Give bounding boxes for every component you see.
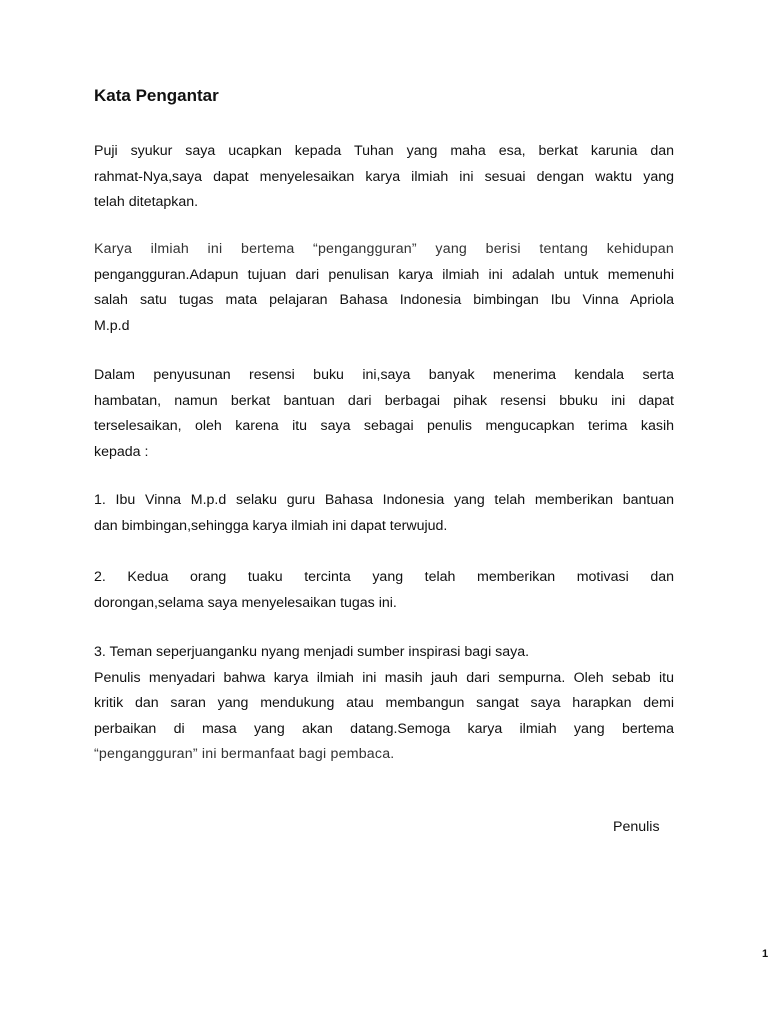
paragraph-line: dan bimbingan,sehingga karya ilmiah ini dapat terwujud.: [94, 517, 448, 534]
paragraph-line: “pengangguran” ini bermanfaat bagi pembaca.: [94, 746, 395, 762]
paragraph-line: terselesaikan, oleh karena itu saya sebagai penulis mengucapkan terima kasih: [94, 418, 674, 434]
page-number: 1: [762, 948, 768, 960]
paragraph-line: salah satu tugas mata pelajaran Bahasa Indonesia bimbingan Ibu Vinna Apriola: [94, 292, 674, 308]
paragraph-theme: [94, 237, 674, 339]
list-item-2: [94, 565, 674, 616]
paragraph-line: dorongan,selama saya menyelesaikan tugas ini.: [94, 594, 397, 611]
paragraph-line: kritik dan saran yang mendukung atau membangun sangat saya harapkan demi: [94, 695, 674, 711]
paragraph-line: Puji syukur saya ucapkan kepada Tuhan yang maha esa, berkat karunia dan: [94, 143, 674, 159]
paragraph-line: perbaikan di masa yang akan datang.Semoga karya ilmiah yang bertema: [94, 720, 674, 737]
paragraph-line: telah ditetapkan.: [94, 194, 199, 210]
document-title: Kata Pengantar: [94, 86, 219, 105]
paragraph-line: kepada :: [94, 443, 149, 460]
signature: Penulis: [613, 819, 660, 835]
paragraph-line: rahmat-Nya,saya dapat menyelesaikan karya ilmiah ini sesuai dengan waktu yang: [94, 168, 674, 185]
list-item-3-and-closing: [94, 640, 674, 768]
paragraph-line: 3. Teman seperjuanganku nyang menjadi sumber inspirasi bagi saya.: [94, 644, 530, 660]
paragraph-thanks-intro: [94, 363, 674, 465]
paragraph-line: Dalam penyusunan resensi buku ini,saya banyak menerima kendala serta: [94, 367, 674, 383]
paragraph-line: M.p.d: [94, 317, 130, 334]
list-item-1: [94, 488, 674, 539]
paragraph-line: 1. Ibu Vinna M.p.d selaku guru Bahasa Indonesia yang telah memberikan bantuan: [94, 492, 674, 508]
paragraph-line: Penulis menyadari bahwa karya ilmiah ini masih jauh dari sempurna. Oleh sebab itu: [94, 669, 674, 686]
paragraph-opening: [94, 139, 674, 216]
paragraph-line: hambatan, namun berkat bantuan dari berbagai pihak resensi bbuku ini dapat: [94, 392, 674, 409]
paragraph-line: pengangguran.Adapun tujuan dari penulisan karya ilmiah ini adalah untuk memenuhi: [94, 266, 674, 283]
paragraph-line: 2. Kedua orang tuaku tercinta yang telah memberikan motivasi dan: [94, 569, 674, 585]
paragraph-line: Karya ilmiah ini bertema “pengangguran” yang berisi tentang kehidupan: [94, 241, 674, 257]
